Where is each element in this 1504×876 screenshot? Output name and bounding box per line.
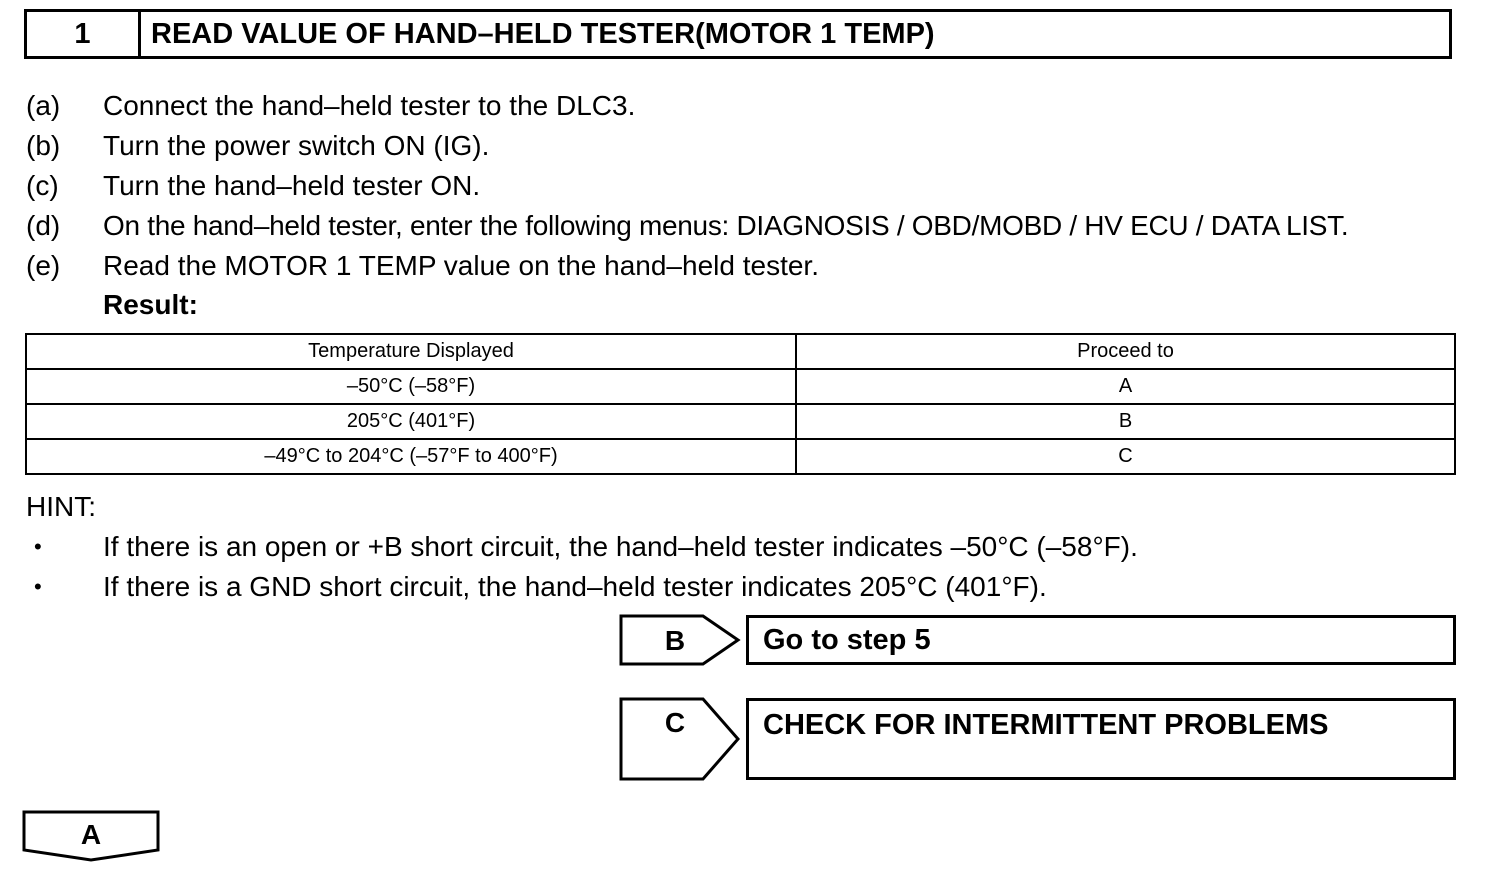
temperature-cell: –49°C to 204°C (–57°F to 400°F) [26,439,796,474]
procedure-label-d: (d) [26,210,61,241]
result-label: Result: [103,289,198,320]
procedure-text-c: Turn the hand–held tester ON. [103,170,481,201]
procedure-text-b: Turn the power switch ON (IG). [103,130,490,161]
procedure-text-e: Read the MOTOR 1 TEMP value on the hand–held tester. [103,250,819,281]
proceed-cell: A [796,369,1455,404]
column-header-proceed: Proceed to [796,334,1455,369]
branch-b-letter: B [664,625,686,656]
step-title: READ VALUE OF HAND–HELD TESTER(MOTOR 1 TEMP) [151,18,935,50]
hint-label: HINT: [26,491,96,522]
proceed-cell: B [796,404,1455,439]
procedure-label-a: (a) [26,90,61,121]
procedure-label-b: (b) [26,130,61,161]
hint-item: If there is a GND short circuit, the hand–held tester indicates 205°C (401°F). [103,571,1047,602]
proceed-cell: C [796,439,1455,474]
procedure-label-c: (c) [26,170,59,201]
step-number: 1 [27,12,141,56]
temperature-cell: 205°C (401°F) [26,404,796,439]
branch-c-letter: C [664,707,686,738]
bullet-icon: • [34,534,42,559]
temperature-cell: –50°C (–58°F) [26,369,796,404]
branch-c-action: CHECK FOR INTERMITTENT PROBLEMS [746,698,1456,780]
branch-a-letter: A [80,819,102,850]
hint-item: If there is an open or +B short circuit, the hand–held tester indicates –50°C (–58°F). [103,531,1138,562]
procedure-label-e: (e) [26,250,61,281]
procedure-text-d: On the hand–held tester, enter the following menus: DIAGNOSIS / OBD/MOBD / HV ECU / DATA LIST. [103,210,1349,241]
branch-b-action: Go to step 5 [746,615,1456,665]
bullet-icon: • [34,574,42,599]
column-header-temperature: Temperature Displayed [26,334,796,369]
procedure-text-a: Connect the hand–held tester to the DLC3. [103,90,636,121]
